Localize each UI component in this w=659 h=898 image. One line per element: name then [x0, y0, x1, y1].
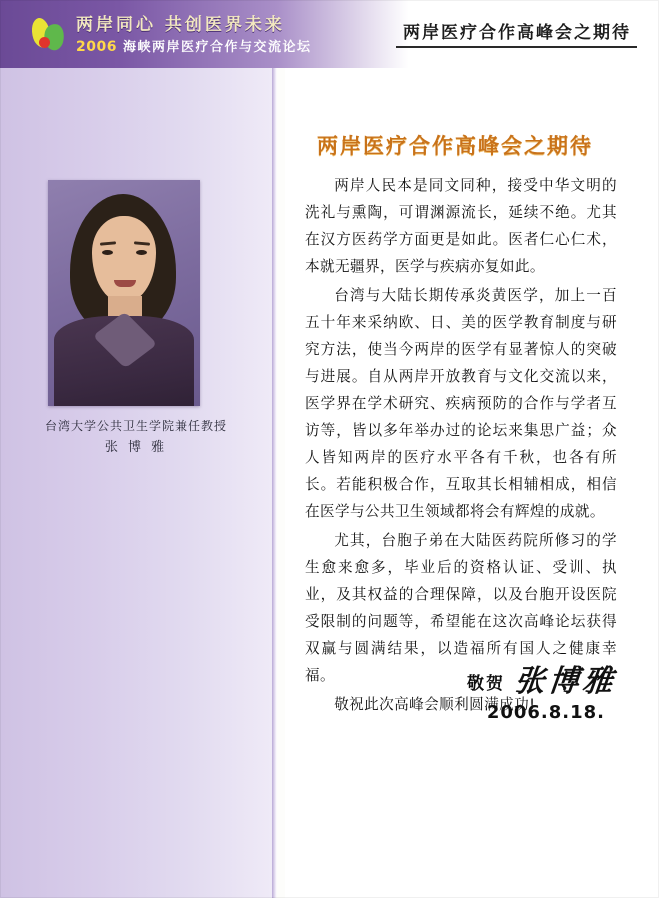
letter-paragraphs — [305, 172, 617, 720]
caption-name: 张 博 雅 — [104, 440, 168, 455]
brand-subtitle: 海峡两岸医疗合作与交流论坛 — [122, 40, 312, 55]
signature-date: 2006.8.18. — [486, 702, 605, 723]
caption-title: 台湾大学公共卫生学院兼任教授 — [44, 419, 227, 433]
letter-title: 两岸医疗合作高峰会之期待 — [317, 134, 593, 158]
page-fold-seam — [272, 68, 277, 898]
portrait-photo — [48, 180, 200, 406]
signature-prefix: 敬贺 — [467, 674, 505, 694]
letter-paragraph: 台湾与大陆长期传承炎黄医学，加上一百五十年来采纳欧、日、美的医学教育制度与研究方法，使当今两岸的医学有显著惊人的突破与进展。自从两岸开放教育与文化交流以来，医学界在学术研究、疾病预防的合作与学者互访等，皆以多年举办过的论坛来集思广益；众人皆知两岸的医疗水平各有千秋，也各有所长。若能积极合作，互取其长相辅相成，相信在医学与公共卫生领域都将会有辉煌的成就。 — [305, 287, 617, 520]
page-header — [0, 0, 659, 68]
leaf-logo-icon — [30, 16, 68, 54]
brand-title: 两岸同心 共创医界未来 — [76, 15, 285, 35]
letter-paragraph: 敬祝此次高峰会顺利圆满成功! — [334, 696, 536, 713]
letter-paragraph: 两岸人民本是同文同种，接受中华文明的洗礼与熏陶，可谓渊源流长，延续不绝。尤其在汉方医药学方面更是如此。医者仁心仁术，本就无疆界，医学与疾病亦复如此。 — [305, 177, 617, 275]
portrait-caption — [20, 416, 252, 458]
portrait-panel — [0, 68, 272, 898]
signature-name: 张博雅 — [512, 664, 619, 699]
running-head: 两岸医疗合作高峰会之期待 — [403, 23, 631, 43]
brand-year: 2006 — [76, 39, 117, 55]
header-rule — [396, 46, 637, 48]
header-brand-block — [0, 0, 400, 68]
letter-paragraph: 尤其，台胞子弟在大陆医药院所修习的学生愈来愈多，毕业后的资格认证、受训、执业，及其权益的合理保障，以及台胞开设医院受限制的问题等，希望能在这次高峰论坛获得双赢与圆满结果，以造福所有国人之健康幸福。 — [305, 532, 617, 684]
signature-block — [305, 656, 617, 700]
brand-subtitle-row — [76, 36, 311, 55]
letter-body-panel — [285, 68, 659, 898]
